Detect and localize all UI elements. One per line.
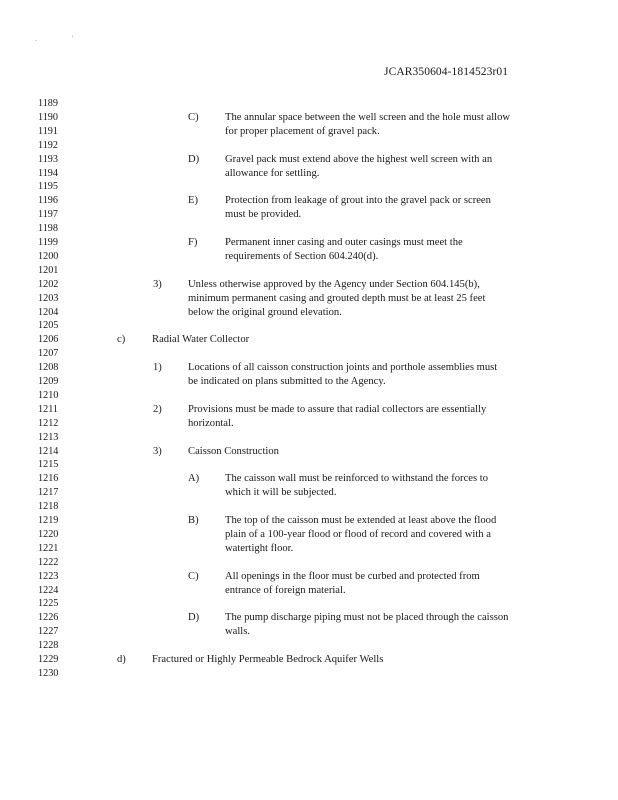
- item-label: 3): [153, 445, 162, 457]
- line-number: 1224: [38, 584, 59, 596]
- item-text: Protection from leakage of grout into the gravel pack or screen: [225, 195, 491, 207]
- line-number: 1220: [38, 528, 59, 540]
- item-text: All openings in the floor must be curbed and protected from: [225, 570, 480, 582]
- line-number: 1208: [38, 362, 59, 374]
- item-text-continued: allowance for settling.: [225, 167, 320, 179]
- line-number: 1226: [38, 612, 59, 624]
- line-number: 1230: [38, 667, 59, 679]
- line-number: 1196: [38, 195, 58, 207]
- document-line: [0, 667, 618, 681]
- document-line: [0, 167, 618, 181]
- line-number: 1218: [38, 501, 59, 513]
- line-number: 1201: [38, 264, 59, 276]
- line-number: 1206: [38, 334, 59, 346]
- document-line: [0, 639, 618, 653]
- line-number: 1210: [38, 389, 59, 401]
- document-line: [0, 570, 618, 584]
- line-number: 1191: [38, 125, 58, 137]
- document-line: [0, 417, 618, 431]
- document-line: [0, 458, 618, 472]
- item-text-continued: walls.: [225, 626, 251, 638]
- document-line: [0, 125, 618, 139]
- item-text-continued: plain of a 100-year flood or flood of record and covered with a: [225, 528, 491, 540]
- item-text-continued: minimum permanent casing and grouted depth must be at least 25 feet: [188, 292, 486, 304]
- document-line: [0, 431, 618, 445]
- item-text-continued: horizontal.: [188, 417, 234, 429]
- line-number: 1214: [38, 445, 59, 457]
- document-line: [0, 208, 618, 222]
- line-number: 1228: [38, 640, 59, 652]
- item-text-continued: be indicated on plans submitted to the Agency.: [188, 376, 386, 387]
- item-label: D): [188, 153, 200, 165]
- item-label: c): [117, 334, 126, 346]
- item-text: The pump discharge piping must not be placed through the caisson: [225, 612, 509, 624]
- document-line: [0, 347, 618, 361]
- document-line: [0, 611, 618, 625]
- item-text: The annular space between the well screen and the hole must allow: [225, 111, 511, 123]
- item-text-continued: which it will be subjected.: [225, 487, 337, 499]
- document-line: [0, 445, 618, 459]
- item-text: Radial Water Collector: [152, 334, 250, 346]
- item-text: The top of the caisson must be extended at least above the flood: [225, 515, 497, 526]
- line-number: 1229: [38, 654, 59, 665]
- document-line: [0, 333, 618, 347]
- line-number: 1189: [38, 98, 58, 109]
- line-number: 1211: [38, 403, 58, 415]
- document-line: [0, 264, 618, 278]
- line-number: 1222: [38, 556, 59, 568]
- line-number: 1199: [38, 237, 58, 248]
- item-text: The caisson wall must be reinforced to withstand the forces to: [225, 473, 489, 485]
- scan-mark-tick: ': [72, 34, 74, 43]
- document-line: [0, 292, 618, 306]
- document-line: [0, 222, 618, 236]
- scan-mark-dot: .: [35, 34, 37, 43]
- line-number: 1227: [38, 626, 59, 638]
- line-number: 1223: [38, 570, 59, 582]
- line-number: 1197: [38, 209, 58, 221]
- line-number: 1203: [38, 292, 59, 304]
- document-line: [0, 278, 618, 292]
- document-line: [0, 97, 618, 111]
- item-text-continued: watertight floor.: [225, 542, 294, 554]
- item-text-continued: must be provided.: [225, 209, 302, 221]
- line-number: 1209: [38, 376, 59, 387]
- line-number: 1217: [38, 487, 59, 499]
- document-line: [0, 486, 618, 500]
- document-line: [0, 625, 618, 639]
- item-text: Gravel pack must extend above the highest well screen with an: [225, 153, 493, 165]
- document-line: [0, 319, 618, 333]
- line-number: 1205: [38, 320, 59, 332]
- document-line: [0, 153, 618, 167]
- item-label: A): [188, 473, 200, 485]
- item-label: 3): [153, 278, 162, 290]
- item-label: B): [188, 515, 199, 526]
- line-number: 1198: [38, 223, 58, 235]
- item-label: 2): [153, 403, 162, 415]
- document-line: [0, 584, 618, 598]
- item-text: Locations of all caisson construction joints and porthole assemblies must: [188, 362, 498, 374]
- line-number: 1225: [38, 598, 59, 610]
- item-text-continued: requirements of Section 604.240(d).: [225, 250, 379, 262]
- line-number: 1221: [38, 542, 59, 554]
- item-label: 1): [153, 362, 162, 374]
- line-number: 1194: [38, 167, 58, 179]
- document-line: [0, 556, 618, 570]
- item-text-continued: entrance of foreign material.: [225, 584, 346, 596]
- line-number: 1212: [38, 417, 59, 429]
- line-number: 1215: [38, 459, 59, 471]
- item-label: E): [188, 195, 198, 207]
- document-line: [0, 236, 618, 250]
- line-number: 1192: [38, 139, 58, 151]
- document-line: [0, 389, 618, 403]
- document-line: [0, 306, 618, 320]
- item-label: C): [188, 111, 199, 123]
- document-line: [0, 514, 618, 528]
- document-line: [0, 375, 618, 389]
- document-id-header: JCAR350604-1814523r01: [384, 66, 509, 78]
- document-line: [0, 472, 618, 486]
- item-label: d): [117, 654, 126, 665]
- item-text: Permanent inner casing and outer casings must meet the: [225, 237, 463, 248]
- document-line: [0, 361, 618, 375]
- line-number: 1207: [38, 348, 59, 360]
- document-line: [0, 139, 618, 153]
- item-label: C): [188, 570, 199, 582]
- line-number: 1202: [38, 278, 59, 290]
- document-line: [0, 180, 618, 194]
- line-number: 1213: [38, 431, 59, 443]
- document-line: [0, 542, 618, 556]
- line-number: 1193: [38, 153, 58, 165]
- line-number: 1219: [38, 515, 59, 526]
- item-text: Fractured or Highly Permeable Bedrock Aquifer Wells: [152, 654, 384, 665]
- document-line: [0, 250, 618, 264]
- document-line: [0, 500, 618, 514]
- document-line: [0, 653, 618, 667]
- line-number: 1200: [38, 250, 59, 262]
- document-line: [0, 403, 618, 417]
- document-line: [0, 528, 618, 542]
- document-line: [0, 111, 618, 125]
- line-number: 1190: [38, 111, 58, 123]
- document-line: [0, 597, 618, 611]
- item-text: Provisions must be made to assure that radial collectors are essentially: [188, 403, 487, 415]
- line-number: 1204: [38, 306, 59, 318]
- item-text-continued: for proper placement of gravel pack.: [225, 125, 380, 137]
- item-text-continued: below the original ground elevation.: [188, 306, 342, 318]
- item-label: D): [188, 612, 200, 624]
- line-number: 1216: [38, 473, 59, 485]
- document-line: [0, 194, 618, 208]
- item-text: Unless otherwise approved by the Agency under Section 604.145(b),: [188, 278, 480, 290]
- item-text: Caisson Construction: [188, 445, 279, 457]
- item-label: F): [188, 237, 198, 248]
- line-number: 1195: [38, 181, 58, 193]
